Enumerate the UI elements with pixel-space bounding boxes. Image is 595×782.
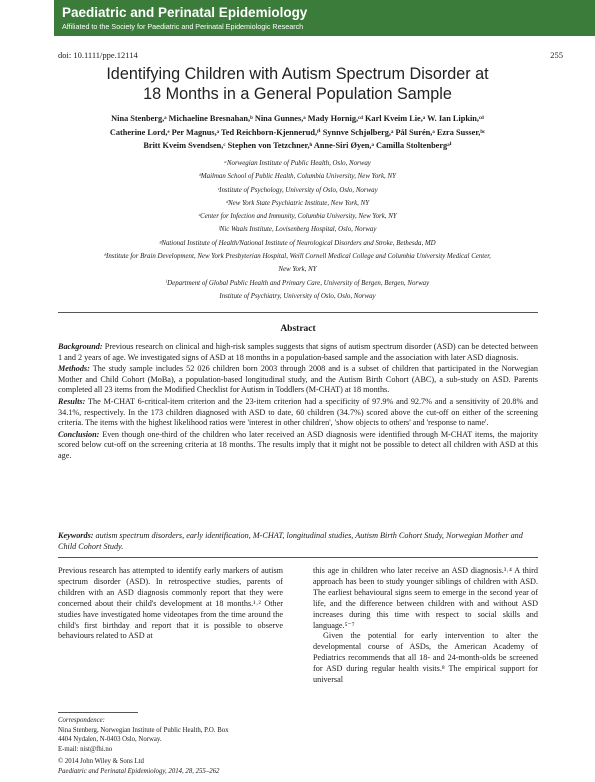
abstract-heading: Abstract (280, 324, 316, 334)
correspondence-line: Nina Stenberg, Norwegian Institute of Public Health, P.O. Box (58, 726, 229, 734)
article-title (60, 64, 535, 104)
methods-label: Methods: (58, 364, 90, 374)
abstract-top-rule (58, 312, 538, 313)
body-paragraph: this age in children who later receive an ASD diagnosis.³˒⁴ A third approach has been to study younger siblings of children with ASD. The earliest behavioural signs seem to emerge in the second year of life, and the difference between children with and without ASD increases during this time with respect to social skills and language.⁵⁻⁷ (313, 566, 538, 630)
background-label: Background: (58, 342, 103, 351)
affiliation: ⁱDepartment of Global Public Health and Primary Care, University of Bergen, Bergen, Norway (165, 279, 430, 287)
journal-title: Paediatric and Perinatal Epidemiology (62, 5, 308, 20)
keywords (58, 531, 538, 552)
abstract-methods (58, 364, 538, 396)
abstract-results (58, 397, 538, 429)
abstract-bottom-rule (58, 557, 538, 558)
affiliation: Institute of Psychiatry, University of Oslo, Oslo, Norway (219, 292, 376, 300)
keywords-text: autism spectrum disorders, early identification, M-CHAT, longitudinal studies, Autism Birth Cohort Study, Norwegian Mother and Child Cohort Study. (58, 531, 523, 551)
page-footer (58, 757, 219, 777)
conclusion-text: Even though one-third of the children who later received an ASD diagnosis were identified through M-CHAT items, the majority scored below cut-off on the screening criteria at 18 months. The results imply that it might not be possible to detect all children with ASD at this age. (58, 429, 539, 460)
copyright: © 2014 John Wiley & Sons Ltd (58, 758, 144, 765)
body-paragraph: Previous research has attempted to identify early markers of autism spectrum disorder (ASD). In retrospective studies, parents of children with an ASD diagnosis commonly report that they were concerned about their child's development at 18 months.¹˒² Other studies have investigated home videotapes from the time around the child's first birthday and report that it is possible to observe behaviours related to ASD at (58, 566, 283, 641)
author-list (60, 112, 535, 153)
body-column-right (313, 566, 538, 686)
page-number: 255 (550, 50, 563, 60)
keywords-label: Keywords: (58, 531, 94, 540)
affiliation-list (60, 157, 535, 303)
methods-text: The study sample includes 52 026 children born 2003 through 2008 and is a subset of children that participated in the Norwegian Mother and Child Cohort (MoBa), a population-based longitudinal study, and the Autism Birth Cohort (ABC), a sub-study on ASD. Parents completed all 23 items from the Modified Checklist for Autism in Toddlers (M-CHAT) at 18 months. (58, 364, 538, 395)
affiliation: ᵃNorwegian Institute of Public Health, Oslo, Norway (224, 160, 371, 167)
affiliation: ᵈNew York State Psychiatric Institute, New York, NY (225, 199, 370, 207)
affiliation: ᵉCenter for Infection and Immunity, Columbia University, New York, NY (198, 213, 397, 221)
results-text: The M-CHAT 6-critical-item criterion and the 23-item criterion had a specificity of 97.9% and 92.7% and a sensitivity of 20.8% and 34.1%, respectively. In the 173 children diagnosed with ASD to date, 60 children (34.7%) scored above the cut-off on either of the screening criteria. The items with the highest likelihood ratios were 'interest in other children', 'show objects to others' and 'response to name'. (58, 396, 538, 428)
abstract-body (58, 342, 538, 463)
citation: Paediatric and Perinatal Epidemiology, 2014, 28, 255–262 (58, 768, 220, 775)
affiliation: ᶠNic Waals Institute, Lovisenberg Hospital, Oslo, Norway (218, 226, 377, 234)
affiliation: ᶜInstitute of Psychology, University of Oslo, Oslo, Norway (217, 186, 378, 194)
affiliation: ᵇMailman School of Public Health, Columbia University, New York, NY (199, 173, 396, 181)
conclusion-label: Conclusion: (58, 429, 100, 439)
affiliation: New York, NY (278, 266, 317, 274)
title-line: Identifying Children with Autism Spectrum Disorder at (106, 65, 489, 83)
abstract-background (58, 342, 538, 363)
correspondence (58, 716, 283, 754)
title-line: 18 Months in a General Population Sample (143, 85, 452, 103)
doi[interactable]: doi: 10.1111/ppe.12114 (58, 50, 138, 60)
correspondence-line: 4404 Nydalen, N-0403 Oslo, Norway. (58, 736, 162, 743)
journal-affiliation: Affiliated to the Society for Paediatric and Perinatal Epidemiologic Research (62, 22, 304, 31)
author-line: Catherine Lord,ᵉ Per Magnus,ᵃ Ted Reichborn-Kjennerud,ᶠⁱ Synnve Schjølberg,ᵃ Pål Surén,ᵃ Ezra Susser,ᵇᶜ (109, 127, 486, 137)
background-text: Previous research on clinical and high-risk samples suggests that signs of autism spectrum disorder (ASD) can be detected between 1 and 2 years of age. We investigated signs of ASD at 18 months in a population-based sample and the association with later ASD diagnosis. (58, 342, 539, 362)
affiliation: ᵍNational Institute of Health/National Institute of Neurological Disorders and Stroke, Bethesda, MD (159, 239, 436, 247)
abstract-conclusion (58, 430, 538, 462)
author-line: Britt Kveim Svendsen,ᶜ Stephen von Tetzchner,ʰ Anne-Siri Øyen,ᵃ Camilla Stoltenbergᵃⁱ (143, 141, 452, 151)
author-line: Nina Stenberg,ᵃ Michaeline Bresnahan,ᵇ Nina Gunnes,ᵃ Mady Hornig,ᶜᵈ Karl Kveim Lie,ᵃ W. Ian Lipkin,ᶜᵈ (111, 114, 484, 123)
correspondence-email[interactable]: E-mail: nist@fhi.no (58, 745, 113, 753)
correspondence-label: Correspondence: (58, 717, 105, 724)
results-label: Results: (58, 396, 86, 406)
journal-banner (54, 0, 595, 36)
body-paragraph: Given the potential for early intervention to alter the developmental course of ASDs, the American Academy of Pediatrics recommends that all 18- and 24-month-olds be screened for ASD during regular health visits.⁸ The empirical support for universal (313, 631, 538, 685)
affiliation: ʰInstitute for Brain Development, New York Presbyterian Hospital, Weill Cornell Medical College and Columbia University Medical Center, (104, 253, 491, 261)
body-column-left (58, 566, 283, 642)
footnote-rule (58, 712, 138, 713)
